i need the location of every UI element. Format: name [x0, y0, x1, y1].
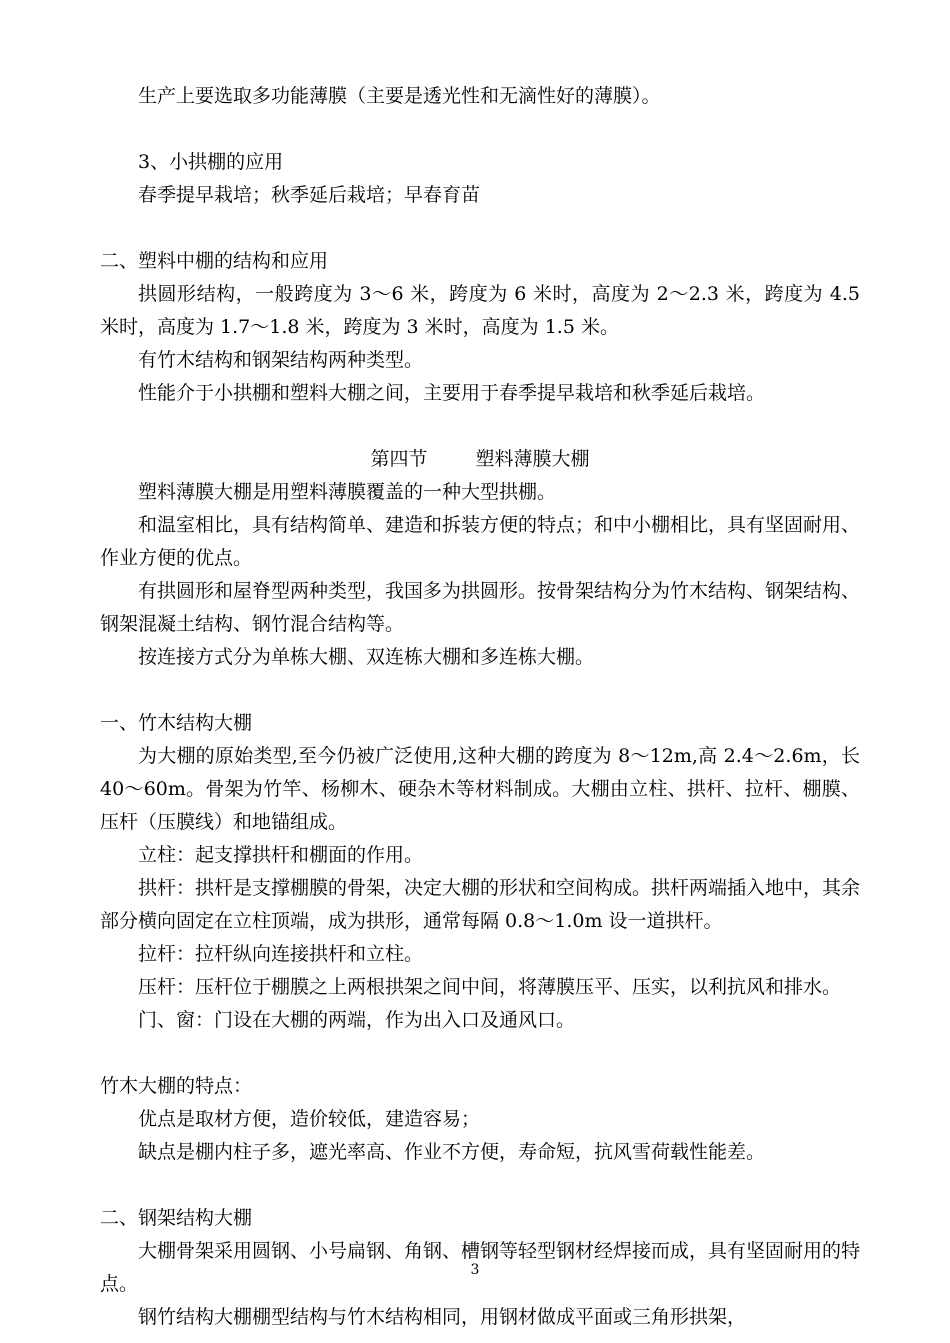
blank-line: [100, 1037, 860, 1070]
section-label: 第四节: [370, 448, 428, 470]
paragraph: 生产上要选取多功能薄膜（主要是透光性和无滴性好的薄膜）。: [138, 85, 661, 107]
paragraph: 塑料薄膜大棚是用塑料薄膜覆盖的一种大型拱棚。: [138, 481, 557, 503]
paragraph: 为大棚的原始类型,至今仍被广泛使用,这种大棚的跨度为 8～12m,高 2.4～2.6m，长 40～60m。骨架为竹竿、杨柳木、硬杂木等材料制成。大棚由立柱、拱杆、拉杆、棚膜、压杆（压膜线）和地锚组成。: [100, 745, 860, 833]
paragraph: 压杆：压杆位于棚膜之上两根拱架之间中间，将薄膜压平、压实，以利抗风和排水。: [138, 976, 842, 998]
paragraph: 缺点是棚内柱子多，遮光率高、作业不方便，寿命短，抗风雪荷载性能差。: [138, 1141, 766, 1163]
blank-line: [100, 113, 860, 146]
heading: 二、塑料中棚的结构和应用: [100, 250, 329, 272]
paragraph: 春季提早栽培；秋季延后栽培；早春育苗: [138, 184, 481, 206]
blank-line: [100, 212, 860, 245]
paragraph: 拱杆：拱杆是支撑棚膜的骨架，决定大棚的形状和空间构成。拱杆两端插入地中，其余部分横向固定在立柱顶端，成为拱形，通常每隔 0.8～1.0m 设一道拱杆。: [100, 877, 861, 932]
heading: 二、钢架结构大棚: [100, 1207, 253, 1229]
paragraph: 优点是取材方便，造价较低，建造容易；: [138, 1108, 481, 1130]
paragraph: 钢竹结构大棚棚型结构与竹木结构相同，用钢材做成平面或三角形拱架，: [138, 1306, 747, 1328]
page-body: [100, 80, 860, 1334]
section-title: [100, 443, 860, 476]
paragraph: 立柱：起支撑拱杆和棚面的作用。: [138, 844, 424, 866]
paragraph: 有拱圆形和屋脊型两种类型，我国多为拱圆形。按骨架结构分为竹木结构、钢架结构、钢架混凝土结构、钢竹混合结构等。: [100, 580, 861, 635]
paragraph: 拉杆：拉杆纵向连接拱杆和立柱。: [138, 943, 424, 965]
heading: 竹木大棚的特点：: [100, 1075, 253, 1097]
blank-line: [100, 410, 860, 443]
paragraph: 性能介于小拱棚和塑料大棚之间，主要用于春季提早栽培和秋季延后栽培。: [138, 382, 766, 404]
paragraph: 拱圆形结构，一般跨度为 3～6 米，跨度为 6 米时，高度为 2～2.3 米，跨度为 4.5 米时，高度为 1.7～1.8 米，跨度为 3 米时，高度为 1.5 米。: [100, 283, 860, 338]
paragraph: 和温室相比，具有结构简单、建造和拆装方便的特点；和中小棚相比，具有坚固耐用、作业方便的优点。: [100, 514, 861, 569]
paragraph: 大棚骨架采用圆钢、小号扁钢、角钢、槽钢等轻型钢材经焊接而成，具有坚固耐用的特点。: [100, 1240, 861, 1295]
page-number: 3: [470, 1262, 480, 1278]
blank-line: [100, 674, 860, 707]
paragraph: 按连接方式分为单栋大棚、双连栋大棚和多连栋大棚。: [138, 646, 595, 668]
section-name: 塑料薄膜大棚: [475, 448, 590, 470]
heading: 一、竹木结构大棚: [100, 712, 253, 734]
paragraph: 有竹木结构和钢架结构两种类型。: [138, 349, 424, 371]
paragraph: 门、窗：门设在大棚的两端，作为出入口及通风口。: [138, 1009, 576, 1031]
blank-line: [100, 1169, 860, 1202]
subheading: 3、小拱棚的应用: [138, 151, 284, 173]
